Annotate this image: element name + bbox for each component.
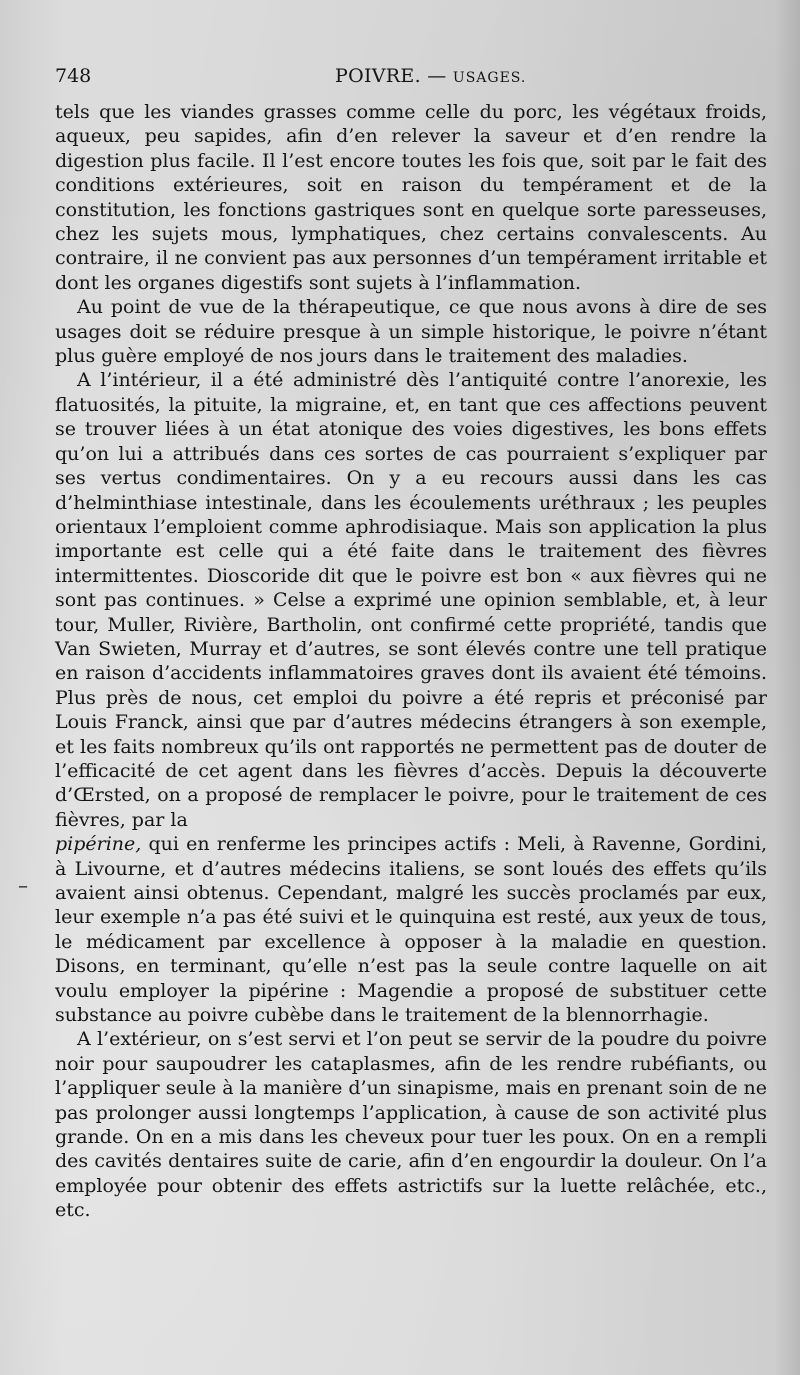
piperine-term: pipérine, [55,833,142,856]
paragraph-interieur [55,368,767,1027]
margin-mark: – [18,873,28,897]
running-subtitle: USAGES. [452,70,527,86]
paragraph-interieur-text: A l’intérieur, il a été administré dès l’antiquité contre l’anorexie, les flatuosités, la pituite, la migraine, et, en tant que ces affections peuvent se trouver liées à un état atonique des voies digestives, les bons effets qu’on lui a attribués dans ces sortes de cas pourraient s’expliquer par ses vertus condimentaires. On y a eu recours aussi dans les cas d’helminthiase intestinale, dans les écoulements uréthraux ; les peuples orientaux l’emploient comme aphrodisiaque. Mais son application la plus importante est celle qui a été faite dans le traitement des fièvres intermittentes. Dioscoride dit que le poivre est bon « aux fièvres qui ne sont pas continues. » Celse a exprimé une opinion semblable, et, à leur tour, Muller, Rivière, Bartholin, ont confirmé cette propriété, tandis que Van Swieten, Murray et d’autres, se sont élevés contre une tell pratique en raison d’accidents inflammatoires graves dont ils avaient été témoins. Plus près de nous, cet emploi du poivre a été repris et préconisé par Louis Franck, ainsi que par d’autres médecins étrangers à son exemple, et les faits nombreux qu’ils ont rapportés ne permettent pas de douter de l’efficacité de cet agent dans les fièvres d’accès. Depuis la découverte d’Œrsted, on a proposé de remplacer le poivre, pour le traitement de ces fièvres, par la [55,369,767,831]
page-header [55,62,755,90]
running-head [335,62,526,92]
paragraph-interieur-cont: qui en renferme les principes actifs : Meli, à Ravenne, Gordini, à Livourne, et d’autres médecins italiens, se sont loués des effets qu’ils avaient ainsi obtenus. Cependant, malgré les succès proclamés par eux, leur exemple n’a pas été suivi et le quinquina est resté, aux yeux de tous, le médicament par excellence à opposer à la maladie en question. Disons, en terminant, qu’elle n’est pas la seule contre laquelle on ait voulu employer la pipérine : Magendie a proposé de substituer cette substance au poivre cubèbe dans le traitement de la blennorrhagie. [55,833,767,1027]
running-title: POIVRE. — [335,65,447,87]
body-text [55,100,767,1223]
paragraph-therapeutique: Au point de vue de la thérapeutique, ce que nous avons à dire de ses usages doit se réduire presque à un simple historique, le poivre n’étant plus guère employé de nos jours dans le traitement des maladies. [55,296,767,368]
page-number: 748 [55,65,92,87]
paragraph-continuation: tels que les viandes grasses comme celle du porc, les végétaux froids, aqueux, peu sapides, afin d’en relever la saveur et d’en rendre la digestion plus facile. Il l’est encore toutes les fois que, soit par le fait des conditions extérieures, soit en raison du tempérament et de la constitution, les fonctions gastriques sont en quelque sorte paresseuses, chez les sujets mous, lymphatiques, chez certains convalescents. Au contraire, il ne convient pas aux personnes d’un tempérament irritable et dont les organes digestifs sont sujets à l’inflammation. [55,101,767,294]
paragraph-exterieur: A l’extérieur, on s’est servi et l’on peut se servir de la poudre du poivre noir pour saupoudrer les cataplasmes, afin de les rendre rubéfiants, ou l’appliquer seule à la manière d’un sinapisme, mais en prenant soin de ne pas prolonger aussi longtemps l’application, à cause de son activité plus grande. On en a mis dans les cheveux pour tuer les poux. On en a rempli des cavités dentaires suite de carie, afin d’en engourdir la douleur. On l’a employée pour obtenir des effets astrictifs sur la luette relâchée, etc., etc. [55,1028,767,1222]
